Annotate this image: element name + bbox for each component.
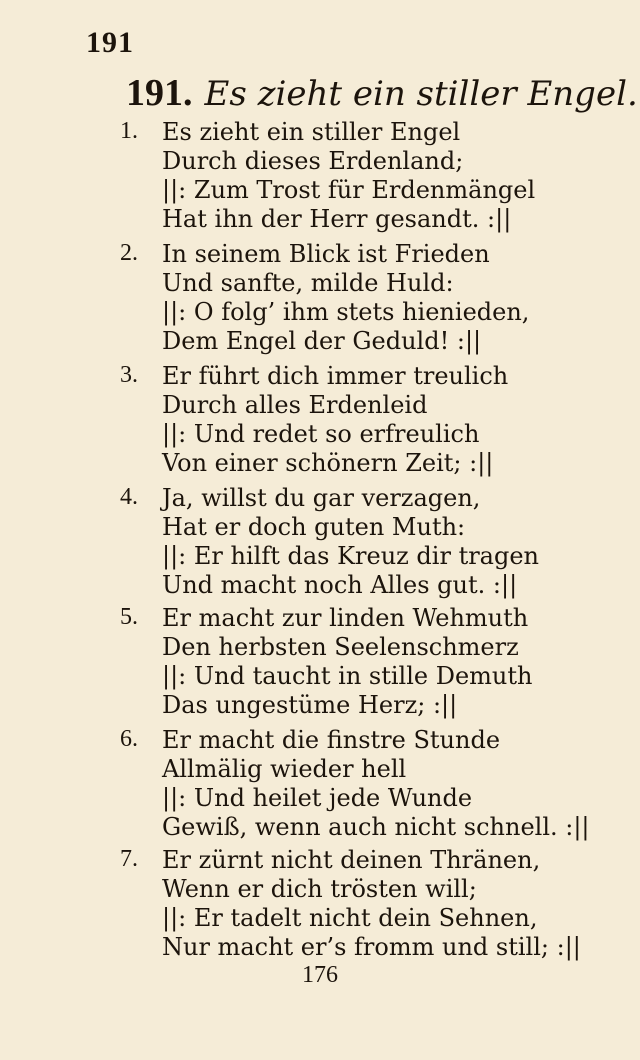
- verse-line: ||: O folg’ ihm stets hienieden,: [162, 298, 530, 326]
- verse-line: ||: Und redet so erfreulich: [162, 420, 480, 448]
- verse-line: Hat ihn der Herr gesandt. :||: [162, 205, 512, 233]
- verse-line: ||: Und heilet jede Wunde: [162, 784, 473, 812]
- verse-line: Ja, willst du gar verzagen,: [162, 484, 481, 512]
- stanza-number: 7.: [120, 846, 138, 872]
- verse-line: Nur macht er’s fromm und still; :||: [162, 933, 581, 961]
- verse-line: ||: Und taucht in stille Demuth: [162, 662, 533, 690]
- hymn-title-text: Es zieht ein stiller Engel.: [204, 74, 638, 114]
- stanza-1: [120, 118, 600, 234]
- verse-line: Dem Engel der Geduld! :||: [162, 327, 482, 355]
- hymn-title: [126, 70, 638, 115]
- verse-line: Und macht noch Alles gut. :||: [162, 571, 518, 599]
- stanza-number: 2.: [120, 240, 138, 266]
- verse-line: Er zürnt nicht deinen Thränen,: [162, 846, 541, 874]
- stanza-number: 3.: [120, 362, 138, 388]
- verse-line: Durch dieses Erdenland;: [162, 147, 464, 175]
- verse-line: Den herbsten Seelenschmerz: [162, 633, 519, 661]
- stanza-number: 6.: [120, 726, 138, 752]
- stanza-number: 5.: [120, 604, 138, 630]
- stanza-3: [120, 362, 600, 478]
- stanza-5: [120, 604, 600, 720]
- hymn-number: 191.: [126, 72, 193, 114]
- verse-line: In seinem Blick ist Frieden: [162, 240, 490, 268]
- stanza-7: [120, 846, 600, 962]
- stanza-number: 4.: [120, 484, 138, 510]
- verse-line: Wenn er dich trösten will;: [162, 875, 477, 903]
- verse-line: Hat er doch guten Muth:: [162, 513, 466, 541]
- verse-line: ||: Zum Trost für Erdenmängel: [162, 176, 536, 204]
- stanza-number: 1.: [120, 118, 138, 144]
- verse-line: Von einer schönern Zeit; :||: [162, 449, 494, 477]
- verse-line: ||: Er hilft das Kreuz dir tragen: [162, 542, 540, 570]
- verse-line: Und sanfte, milde Huld:: [162, 269, 454, 297]
- verse-line: Es zieht ein stiller Engel: [162, 118, 461, 146]
- verse-line: ||: Er tadelt nicht dein Sehnen,: [162, 904, 538, 932]
- verse-line: Gewiß, wenn auch nicht schnell. :||: [162, 813, 590, 841]
- verse-line: Er macht zur linden Wehmuth: [162, 604, 529, 632]
- verse-line: Das ungestüme Herz; :||: [162, 691, 458, 719]
- stanza-2: [120, 240, 600, 356]
- verse-line: Er führt dich immer treulich: [162, 362, 509, 390]
- running-head-number: 191: [86, 26, 134, 59]
- stanza-6: [120, 726, 600, 842]
- page-number: 176: [302, 962, 338, 988]
- verse-line: Durch alles Erdenleid: [162, 391, 428, 419]
- verse-line: Er macht die finstre Stunde: [162, 726, 501, 754]
- stanza-4: [120, 484, 600, 600]
- verse-line: Allmälig wieder hell: [162, 755, 407, 783]
